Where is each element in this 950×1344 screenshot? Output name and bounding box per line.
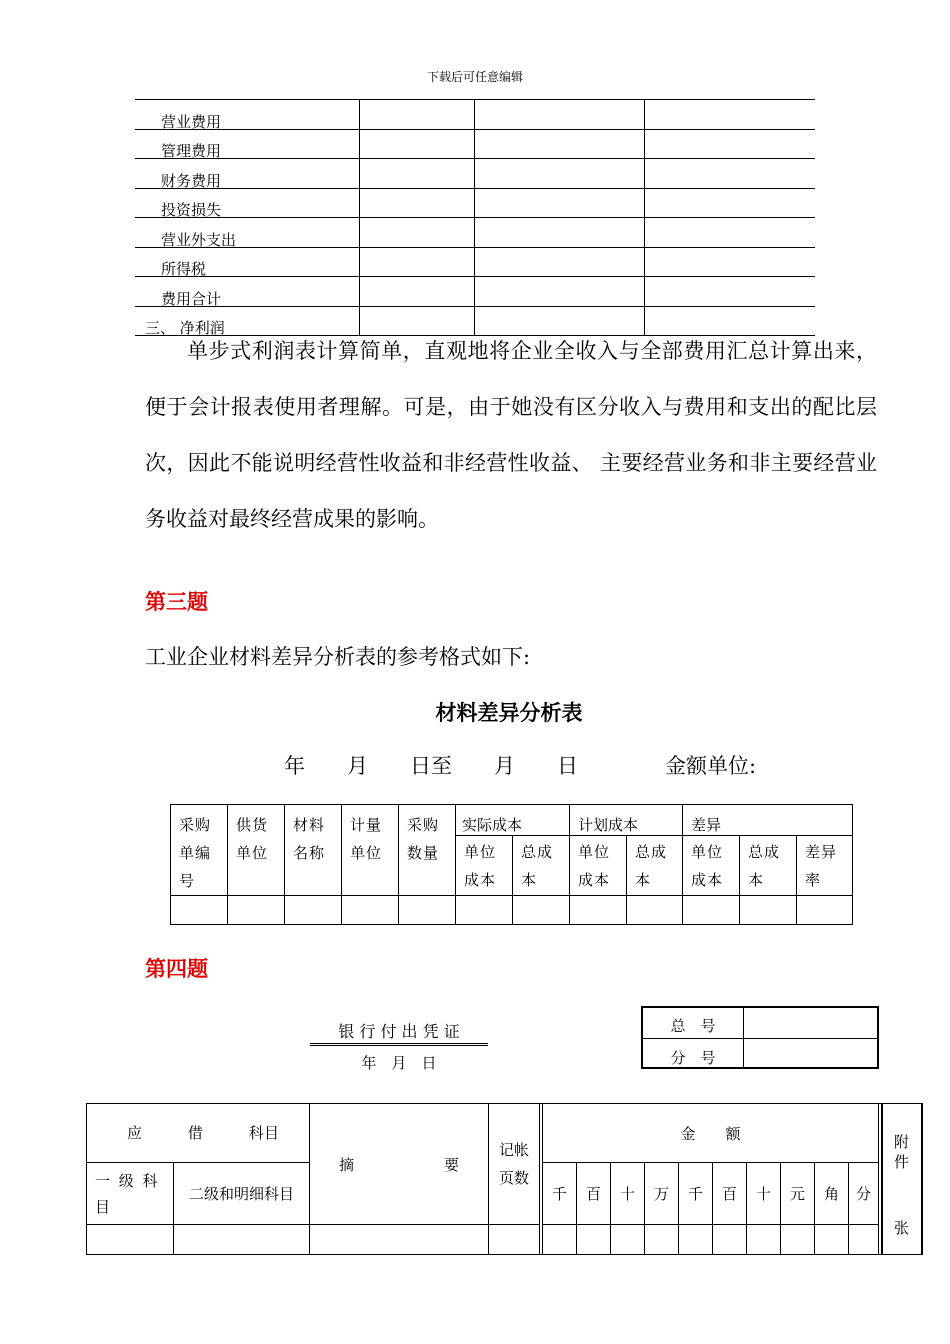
group-header: 计划成本: [578, 816, 639, 834]
attach-label: 附件: [893, 1133, 909, 1171]
voucher-date: 年 月 日: [361, 1054, 437, 1072]
pages-header: 记帐页数: [498, 1141, 529, 1187]
sub-header: 总成本: [521, 843, 554, 890]
expense-row-label: 财务费用: [161, 172, 222, 190]
col-header: 材料名称: [293, 816, 326, 862]
digit-header: 百: [721, 1185, 737, 1203]
voucher-number-box: [641, 1006, 879, 1069]
expense-row-label: 投资损失: [161, 201, 222, 219]
sub-header: 单位成本: [578, 843, 611, 890]
debit-subject-header: 应 借 科目: [127, 1124, 279, 1142]
digit-header: 万: [653, 1185, 669, 1203]
expense-row-label: 所得税: [161, 260, 207, 278]
col-header: 采购数量: [407, 816, 440, 862]
expense-row-label: 费用合计: [161, 290, 222, 308]
digit-header: 角: [823, 1185, 839, 1203]
voucher-title: 银 行 付 出 凭 证: [310, 1019, 488, 1046]
section3-title: 第三题: [145, 590, 208, 614]
unit-line: 金额单位:: [665, 754, 757, 778]
voucher-table: [86, 1103, 923, 1255]
digit-header: 分: [855, 1185, 871, 1203]
digit-header: 元: [789, 1185, 805, 1203]
summary-header: 摘 要: [338, 1155, 459, 1174]
sub-no-label: 分 号: [670, 1049, 716, 1067]
page-header: 下载后可任意编辑: [426, 70, 523, 84]
total-no-label: 总 号: [670, 1017, 716, 1035]
expense-table: [135, 99, 815, 335]
group-header: 实际成本: [462, 816, 523, 834]
expense-row-label: 营业外支出: [161, 231, 237, 249]
sub-header: 单位成本: [464, 843, 497, 890]
paragraph: 单步式利润表计算简单，直观地将企业全收入与全部费用汇总计算出来，便于会计报表使用者理解。可是，由于她没有区分收入与费用和支出的配比层次，因此不能说明经营性收益和非经营性收益、 主要经营业务和非主要经营业务收益对最终经营成果的影响。: [145, 339, 877, 531]
date-line: 年 月 日至 月 日: [284, 754, 578, 778]
section4-title: 第四题: [145, 957, 208, 981]
level1-header: 一 级 科目: [95, 1171, 160, 1216]
material-variance-table: [170, 804, 853, 925]
digit-header: 百: [585, 1185, 601, 1203]
col-header: 供货单位: [236, 816, 269, 862]
sheets-label: 张: [893, 1219, 909, 1237]
digit-header: 千: [551, 1185, 567, 1203]
sub-header: 总成本: [748, 843, 781, 890]
group-header: 差异: [691, 816, 722, 834]
sub-header: 差异率: [805, 843, 838, 890]
digit-header: 千: [687, 1185, 703, 1203]
digit-header: 十: [619, 1185, 635, 1203]
digit-header: 十: [755, 1185, 771, 1203]
net-profit-label: 三、 净利润: [145, 319, 225, 337]
col-header: 采购单编号: [179, 816, 212, 890]
expense-row-label: 营业费用: [161, 113, 222, 131]
sub-header: 单位成本: [691, 843, 724, 890]
level2-header: 二级和明细科目: [188, 1185, 294, 1203]
col-header: 计量单位: [350, 816, 383, 862]
sub-header: 总成本: [635, 843, 668, 890]
expense-row-label: 管理费用: [161, 142, 222, 160]
amount-header: 金 额: [680, 1124, 741, 1143]
table-title: 材料差异分析表: [435, 701, 583, 725]
section3-intro: 工业企业材料差异分析表的参考格式如下:: [145, 645, 531, 669]
